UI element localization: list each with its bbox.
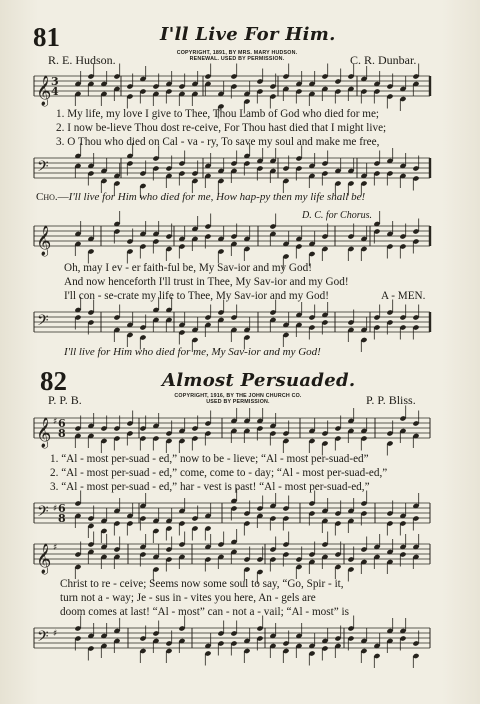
hymn-82-composer-right: P. P. Bliss. bbox=[366, 393, 416, 407]
hymn-82-treble-staff-2 bbox=[0, 538, 480, 578]
treble-clef-icon: 𝄞 bbox=[36, 544, 52, 574]
hymn-82-copyright: COPYRIGHT, 1916, BY THE JOHN CHURCH CO. USED BY PERMISSION. bbox=[174, 393, 302, 406]
hymn-81-verse-3: 3. O Thou who died on Cal - va - ry, To save my soul and make me free, bbox=[56, 136, 380, 148]
hymn-81-bass-staff-2 bbox=[0, 306, 480, 346]
hymn-82-verse-2-2: turn not a - way; Je - sus in - vites you here, An - gels are bbox=[60, 592, 316, 604]
hymn-82-verse-2-3: doom comes at last! “Al - most” can - not a - vail; “Al - most” is bbox=[60, 606, 349, 618]
notes-group bbox=[74, 529, 419, 584]
hymn-82-bass-staff-2 bbox=[0, 622, 480, 662]
svg-text:♯: ♯ bbox=[53, 543, 58, 553]
bass-clef-icon: 𝄢 bbox=[37, 503, 49, 524]
svg-text:4: 4 bbox=[51, 85, 59, 98]
treble-clef-icon: 𝄞 bbox=[36, 418, 52, 448]
notes-group bbox=[74, 488, 419, 543]
notes-group bbox=[74, 143, 419, 198]
hymn-81-verse-2-1: Oh, may I ev - er faith-ful be, My Sav-ior and my God! bbox=[64, 262, 312, 274]
notes-group bbox=[74, 297, 419, 352]
treble-clef-icon: 𝄞 bbox=[36, 226, 52, 256]
svg-text:♯: ♯ bbox=[53, 629, 58, 639]
hymn-82-treble-staff-1 bbox=[0, 412, 480, 452]
hymn-82-title: Almost Persuaded. bbox=[162, 370, 356, 391]
svg-text:8: 8 bbox=[58, 512, 66, 525]
hymn-81-verse-2-3: I'll con - se-crate my life to Thee, My Sav-ior and my God! bbox=[64, 290, 329, 302]
hymn-81-verse-2-2: And now henceforth I'll trust in Thee, My Sav-ior and my God! bbox=[64, 276, 349, 288]
hymn-81-composer-left: R. E. Hudson. bbox=[48, 53, 116, 67]
svg-text:3: 3 bbox=[51, 75, 59, 88]
hymn-82-bass-staff-1 bbox=[0, 497, 480, 537]
hymn-82-number: 82 bbox=[40, 366, 67, 396]
hymn-81-copyright: COPYRIGHT, 1891, BY MRS. MARY HUDSON. RENEWAL. USED BY PERMISSION. bbox=[176, 50, 298, 63]
svg-text:♯: ♯ bbox=[53, 417, 58, 427]
hymn-81-treble-staff-1 bbox=[0, 70, 480, 110]
bass-clef-icon: 𝄢 bbox=[37, 628, 49, 649]
hymn-82-verse-2-1: Christ to re - ceive; Seems now some soul to say, “Go, Spir - it, bbox=[60, 578, 344, 590]
hymn-81-bass-staff-1 bbox=[0, 152, 480, 192]
hymn-81-title: I'll Live For Him. bbox=[160, 24, 336, 45]
hymn-82-verse-1: 1. “Al - most per-suad - ed,” now to be - lieve; “Al - most per-suad-ed” bbox=[50, 453, 369, 465]
svg-text:8: 8 bbox=[58, 427, 66, 440]
treble-clef-icon: 𝄞 bbox=[36, 76, 52, 106]
hymn-81-dc-label: D. C. for Chorus. bbox=[302, 210, 373, 221]
bass-clef-icon: 𝄢 bbox=[37, 312, 49, 333]
hymn-81-amen: A - MEN. bbox=[381, 290, 426, 302]
hymn-81-number: 81 bbox=[33, 22, 60, 52]
hymn-81-chorus: Cho.—I'll live for Him who died for me, How hap-py then my life shall be! bbox=[36, 191, 366, 203]
svg-text:6: 6 bbox=[58, 417, 66, 430]
hymn-82-verse-3: 3. “Al - most per-suad - ed,” har - vest is past! “Al - most per-suad-ed,” bbox=[50, 481, 370, 493]
notes-group bbox=[74, 211, 419, 269]
hymn-81-verse-1: 1. My life, my love I give to Thee, Thou Lamb of God who died for me; bbox=[56, 108, 380, 120]
hymn-81-chorus-2: I'll live for Him who died for me, My Sav-ior and my God! bbox=[64, 346, 321, 358]
hymn-81-composer-right: C. R. Dunbar. bbox=[350, 53, 417, 67]
svg-text:♯: ♯ bbox=[53, 504, 58, 514]
svg-text:6: 6 bbox=[58, 502, 66, 515]
bass-clef-icon: 𝄢 bbox=[37, 158, 49, 179]
hymn-81-treble-staff-2 bbox=[0, 220, 480, 260]
notes-group bbox=[74, 406, 419, 456]
hymn-82-composer-left: P. P. B. bbox=[48, 393, 82, 407]
notes-group bbox=[74, 616, 419, 669]
hymn-81-verse-2: 2. I now be-lieve Thou dost re-ceive, For Thou hast died that I might live; bbox=[56, 122, 387, 134]
hymn-82-verse-2: 2. “Al - most per-suad - ed,” come, come to - day; “Al - most per-suad-ed,” bbox=[50, 467, 388, 479]
